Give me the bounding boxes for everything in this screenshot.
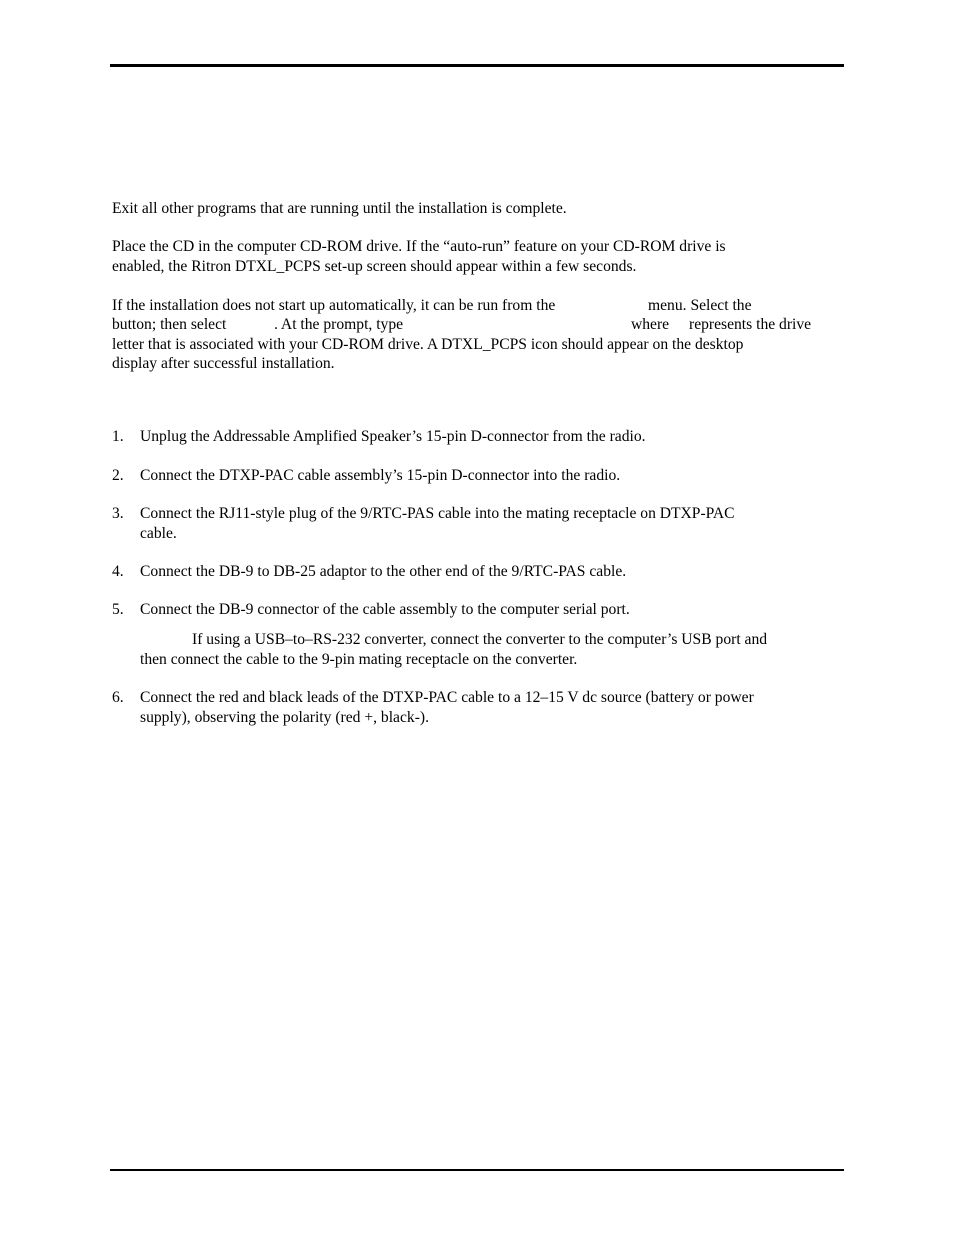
paragraph-fragment: display after successful installation. [112, 355, 335, 372]
paragraph-line: Exit all other programs that are running until the installation is complete. [112, 200, 567, 217]
paragraph-fragment: represents the drive [689, 316, 812, 333]
paragraph-fragment: button; then select [112, 316, 227, 333]
paragraph-fragment: If the installation does not start up automatically, it can be run from the [112, 297, 556, 314]
step-line: Connect the DB-9 to DB-25 adaptor to the other end of the 9/RTC-PAS cable. [140, 563, 627, 580]
step-line: Connect the RJ11-style plug of the 9/RTC-PAS cable into the mating receptacle on DTXP-PAC [140, 505, 735, 522]
paragraph-fragment: where [631, 316, 670, 333]
step-line: Unplug the Addressable Amplified Speaker’s 15-pin D-connector from the radio. [140, 428, 646, 445]
step-text [140, 688, 840, 727]
step-number: 6. [112, 689, 124, 706]
step-text [140, 427, 840, 447]
step-number: 4. [112, 563, 124, 580]
step-line: Connect the red and black leads of the DTXP-PAC cable to a 12–15 V dc source (battery or power [140, 689, 754, 706]
note-line: If using a USB–to–RS-232 converter, connect the converter to the computer’s USB port and [192, 631, 768, 648]
paragraph-fragment: letter that is associated with your CD-ROM drive. A DTXL_PCPS icon should appear on the desktop [112, 336, 744, 353]
header-rule [110, 64, 844, 67]
step-line: Connect the DTXP-PAC cable assembly’s 15-pin D-connector into the radio. [140, 467, 621, 484]
exit-programs-paragraph [112, 199, 842, 219]
step-text [140, 504, 840, 543]
step-text [140, 600, 840, 620]
paragraph-line: Place the CD in the computer CD-ROM drive. If the “auto-run” feature on your CD-ROM drive is [112, 238, 726, 255]
step-line: supply), observing the polarity (red +, black-). [140, 708, 429, 726]
place-cd-paragraph [112, 237, 842, 276]
step-number: 2. [112, 467, 124, 484]
paragraph-fragment: . At the prompt, type [274, 316, 404, 333]
paragraph-line: enabled, the Ritron DTXL_PCPS set-up screen should appear within a few seconds. [112, 257, 637, 275]
step-text [140, 466, 840, 486]
step-number: 1. [112, 428, 124, 445]
step-number: 5. [112, 601, 124, 618]
step-number: 3. [112, 505, 124, 522]
step-line: cable. [140, 524, 177, 542]
note-line: then connect the cable to the 9-pin mating receptacle on the converter. [140, 651, 578, 668]
step-line: Connect the DB-9 connector of the cable assembly to the computer serial port. [140, 601, 630, 618]
paragraph-fragment: menu. Select the [648, 297, 752, 314]
footer-rule [110, 1169, 844, 1171]
step-text [140, 562, 840, 582]
